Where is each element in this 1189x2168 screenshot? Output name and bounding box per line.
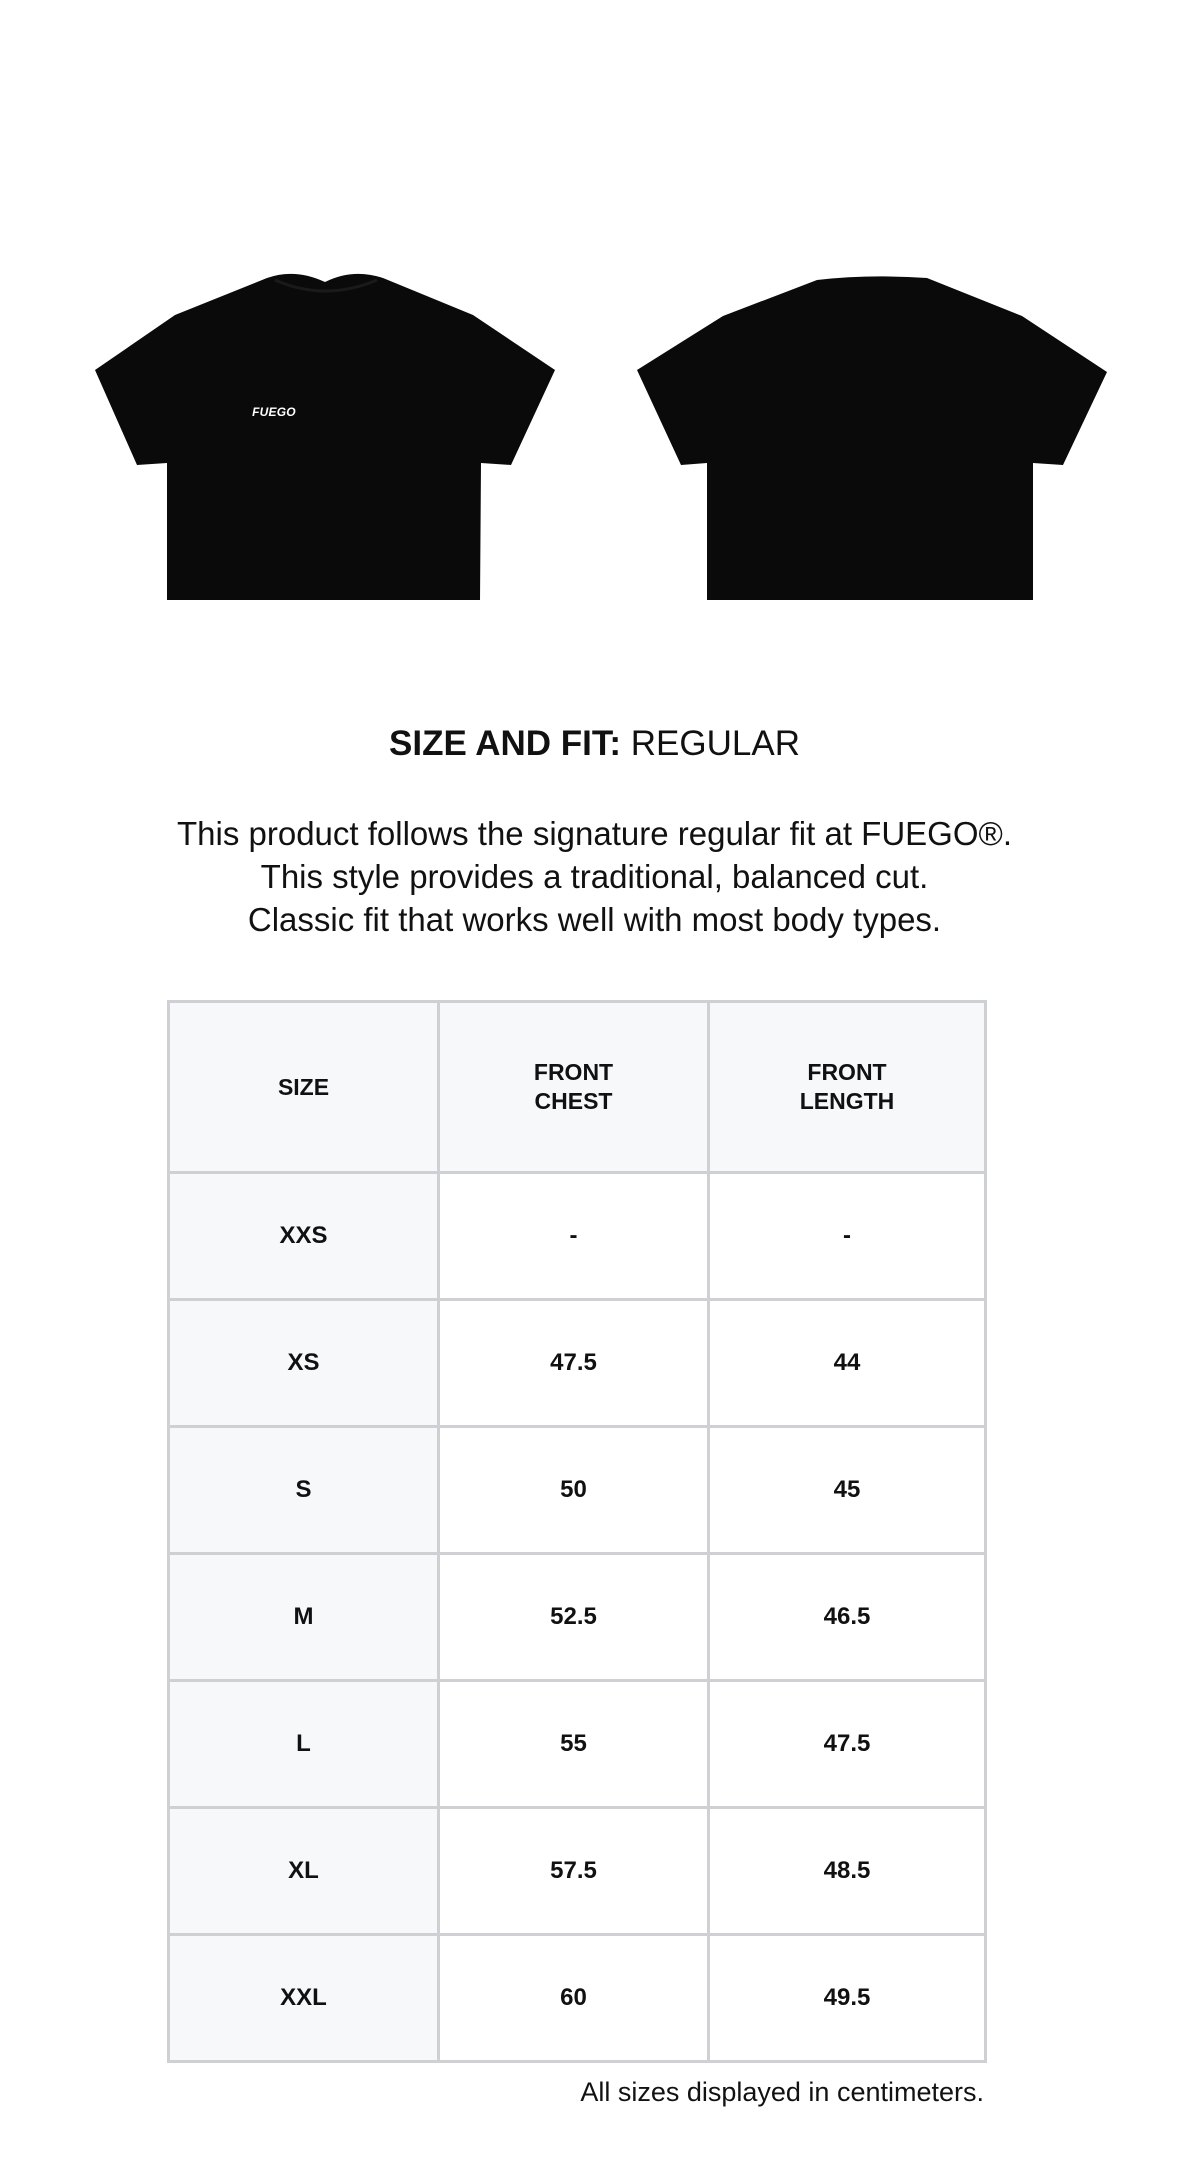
chest-cell: - (439, 1173, 709, 1300)
table-row (169, 1935, 986, 2062)
size-cell: S (169, 1427, 439, 1554)
tshirt-back-illustration (637, 270, 1107, 600)
length-cell: 47.5 (709, 1681, 986, 1808)
size-cell: M (169, 1554, 439, 1681)
chest-cell: 50 (439, 1427, 709, 1554)
tshirt-front-image (95, 270, 555, 600)
shirt-brand-logo: FUEGO (252, 405, 296, 419)
table-row (169, 1554, 986, 1681)
header-size: SIZE (169, 1002, 439, 1173)
chest-cell: 52.5 (439, 1554, 709, 1681)
header-front-length: FRONT LENGTH (709, 1002, 986, 1173)
size-chart-table (167, 1000, 987, 2063)
length-cell: 44 (709, 1300, 986, 1427)
tshirt-front-illustration (95, 270, 555, 600)
size-cell: XL (169, 1808, 439, 1935)
size-cell: XXL (169, 1935, 439, 2062)
units-footnote: All sizes displayed in centimeters. (580, 2077, 984, 2107)
chest-cell: 47.5 (439, 1300, 709, 1427)
length-cell: 48.5 (709, 1808, 986, 1935)
table-header-row (169, 1002, 986, 1173)
chest-cell: 60 (439, 1935, 709, 2062)
length-cell: 46.5 (709, 1554, 986, 1681)
header-front-chest: FRONT CHEST (439, 1002, 709, 1173)
fit-label: SIZE AND FIT: (389, 724, 622, 763)
description-line: Classic fit that works well with most body types. (247, 901, 942, 938)
table-row (169, 1808, 986, 1935)
table-row (169, 1173, 986, 1300)
chest-cell: 57.5 (439, 1808, 709, 1935)
length-cell: 49.5 (709, 1935, 986, 2062)
table-row (169, 1681, 986, 1808)
length-cell: 45 (709, 1427, 986, 1554)
fit-description (0, 812, 1189, 941)
table-row (169, 1300, 986, 1427)
size-fit-heading (0, 722, 1189, 766)
size-cell: XXS (169, 1173, 439, 1300)
description-line: This product follows the signature regular fit at FUEGO®. (177, 815, 1012, 852)
chest-cell: 55 (439, 1681, 709, 1808)
description-line: This style provides a traditional, balanced cut. (260, 858, 929, 895)
size-cell: XS (169, 1300, 439, 1427)
tshirt-back-image (637, 270, 1107, 600)
table-row (169, 1427, 986, 1554)
product-images (0, 270, 1189, 610)
fit-value: REGULAR (630, 724, 800, 763)
size-cell: L (169, 1681, 439, 1808)
length-cell: - (709, 1173, 986, 1300)
